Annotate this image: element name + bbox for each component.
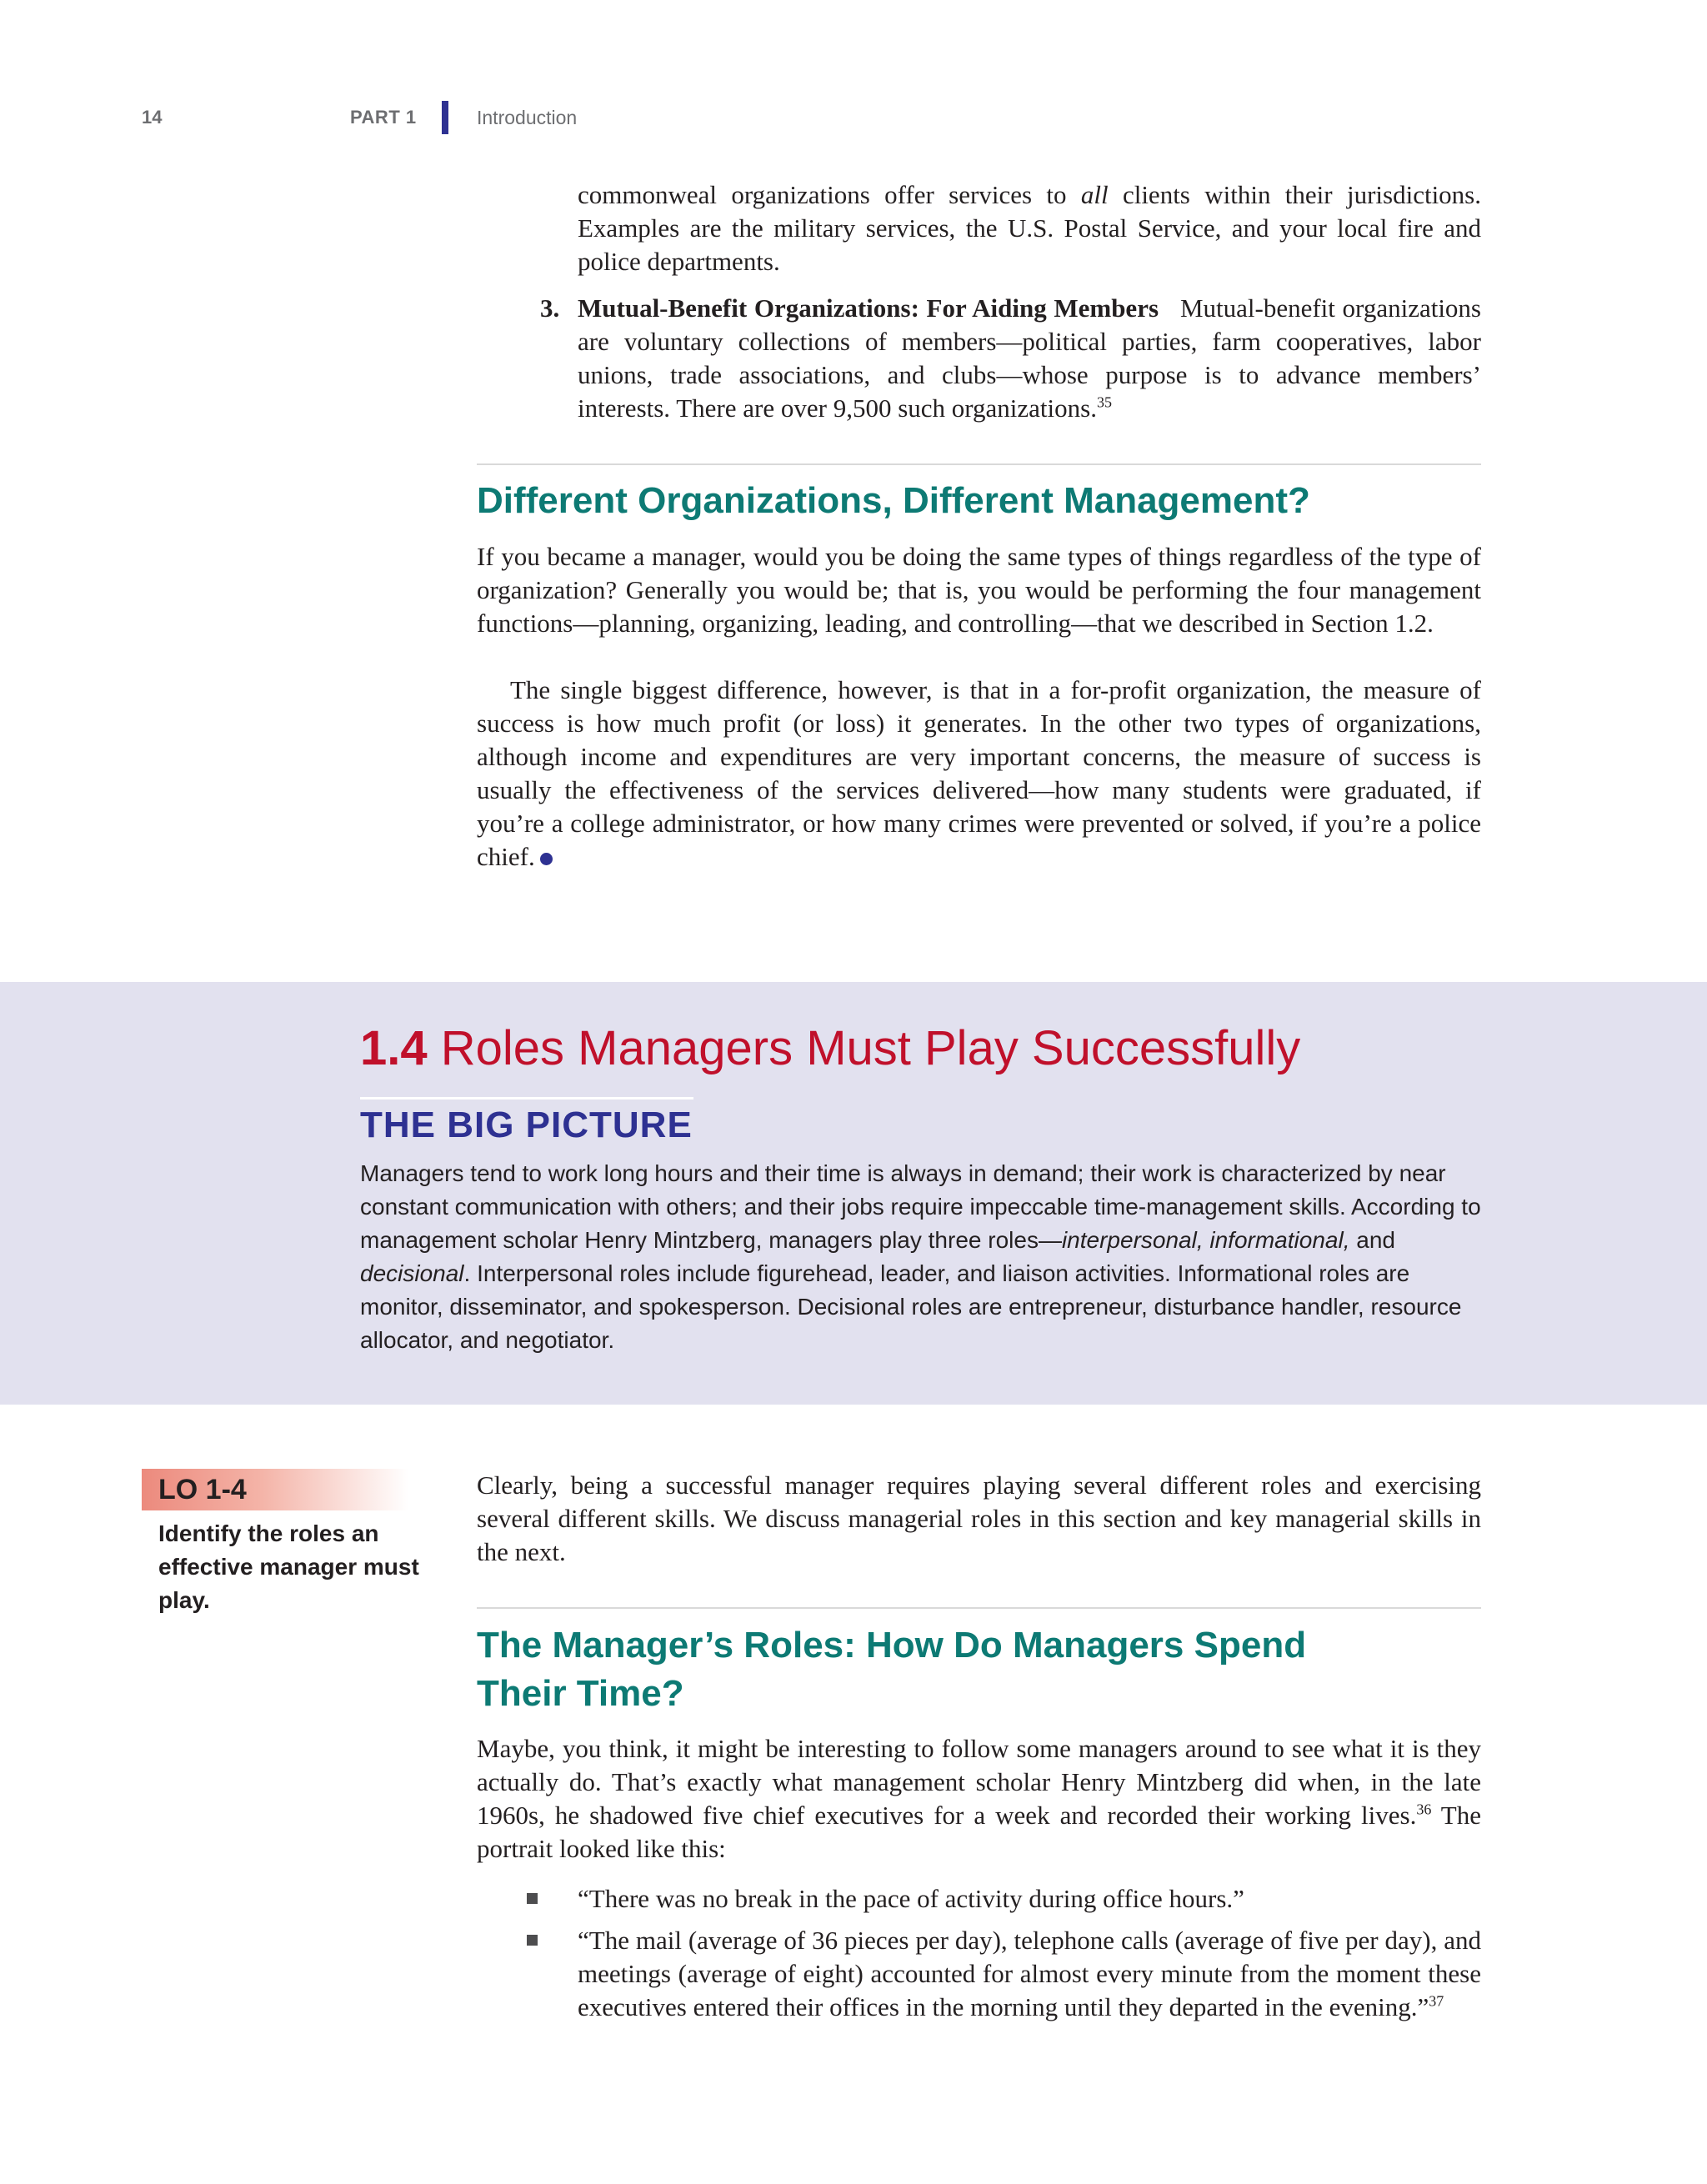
big-picture-divider xyxy=(360,1097,693,1100)
lo-text: Identify the roles an effective manager must play. xyxy=(158,1520,419,1613)
page-number: 14 xyxy=(142,107,163,128)
part-title: Introduction xyxy=(477,107,578,128)
big-picture-text xyxy=(360,1157,1481,1357)
continuation-text-start: commonweal organizations offer services to xyxy=(578,180,1081,209)
subsection-heading-managers-roles: The Manager’s Roles: How Do Managers Spend Their Time? xyxy=(477,1625,1307,1714)
big-picture-text-part-1: Managers tend to work long hours and their time is always in demand; their work is characterized by near constant communication with others; and their jobs require impeccable time-management skills. According to management scholar Henry Mintzberg, managers play three roles— xyxy=(360,1160,1481,1253)
list-item-text: Mutual-benefit organizations are voluntary collections of members—political parties, farm cooperatives, labor unions, trade associations, and clubs—whose purpose is to advance members’ interests. There are over 9,500 such organizations. xyxy=(578,293,1481,423)
bullet-square-icon xyxy=(527,1935,538,1946)
section-divider xyxy=(477,463,1481,465)
paragraph-intro: Clearly, being a successful manager requires playing several different roles and exercising several different skills. We discuss managerial roles in this section and key managerial skills in the next. xyxy=(477,1470,1481,1566)
paragraph-managers-roles-text-end: The portrait looked like this: xyxy=(477,1801,1481,1863)
big-picture-text-part-3: . Interpersonal roles include figurehead, leader, and liaison activities. Informational roles are monitor, disseminator, and spokesperson. Decisional roles are entrepreneur, disturbance handler, resource allocator, and negotiator. xyxy=(360,1260,1462,1353)
header-divider xyxy=(442,101,448,134)
paragraph-different-orgs-2 xyxy=(477,674,1481,874)
paragraph-managers-roles-text: Maybe, you think, it might be interesting to follow some managers around to see what it is they actually do. That’s exactly what management scholar Henry Mintzberg did when, in the late 1960s, he shadowed five chief executives for a week and recorded their working lives. xyxy=(477,1734,1481,1830)
paragraph-different-orgs-1: If you became a manager, would you be doing the same types of things regardless of the type of organization? Generally you would be; that is, you would be performing the four management functions—planning, organizing, leading, and controlling—that we described in Section 1.2. xyxy=(477,542,1481,638)
emphasis-all: all xyxy=(1080,180,1109,209)
big-picture-italic-2: decisional xyxy=(360,1260,464,1286)
bullet-item xyxy=(578,1924,1481,2024)
bullet-square-icon xyxy=(527,1893,538,1904)
paragraph-different-orgs-2-text: The single biggest difference, however, is that in a for-profit organization, the measure of success is how much profit (or loss) it generates. In the other two types of organizations, although income and expenditures are very important concerns, the measure of success is usually the effectiveness of the services delivered—how many students were graduated, if you’re a college administrator, or how many crimes were prevented or solved, if you’re a police chief. xyxy=(477,675,1481,871)
footnote-ref-35: 35 xyxy=(1096,393,1112,411)
list-item-mutual-benefit xyxy=(578,292,1481,425)
bullet-item: “There was no break in the pace of activity during office hours.” xyxy=(578,1884,1244,1913)
footnote-ref-37: 37 xyxy=(1429,1992,1444,2010)
list-item-title: Mutual-Benefit Organizations: For Aiding Members xyxy=(578,293,1159,323)
section-title xyxy=(360,1019,1300,1079)
end-of-section-dot-icon xyxy=(540,853,553,865)
continuation-paragraph xyxy=(578,178,1481,278)
continuation-text-end: clients within their jurisdictions. Examples are the military services, the U.S. Postal Service, and your local fire and police departments. xyxy=(578,180,1481,276)
big-picture-italic-1: interpersonal, informational, xyxy=(1061,1227,1350,1253)
big-picture-label: THE BIG PICTURE xyxy=(360,1105,693,1145)
lo-label: LO 1-4 xyxy=(158,1474,247,1505)
subsection-heading-different-orgs: Different Organizations, Different Management? xyxy=(477,480,1310,521)
section-divider-2 xyxy=(477,1607,1481,1609)
footnote-ref-36: 36 xyxy=(1416,1801,1432,1818)
section-number: 1.4 xyxy=(360,1021,428,1075)
section-title-text: Roles Managers Must Play Successfully xyxy=(440,1021,1301,1075)
part-label: PART 1 xyxy=(350,107,417,128)
big-picture-text-part-2: and xyxy=(1349,1227,1395,1253)
paragraph-managers-roles xyxy=(477,1732,1481,1866)
list-number: 3. xyxy=(540,293,560,323)
bullet-item-text: “The mail (average of 36 pieces per day), telephone calls (average of five per day), and meetings (average of eight) accounted for almost every minute from the moment these executives entered their offices in the morning until they departed in the evening.” xyxy=(578,1926,1481,2021)
